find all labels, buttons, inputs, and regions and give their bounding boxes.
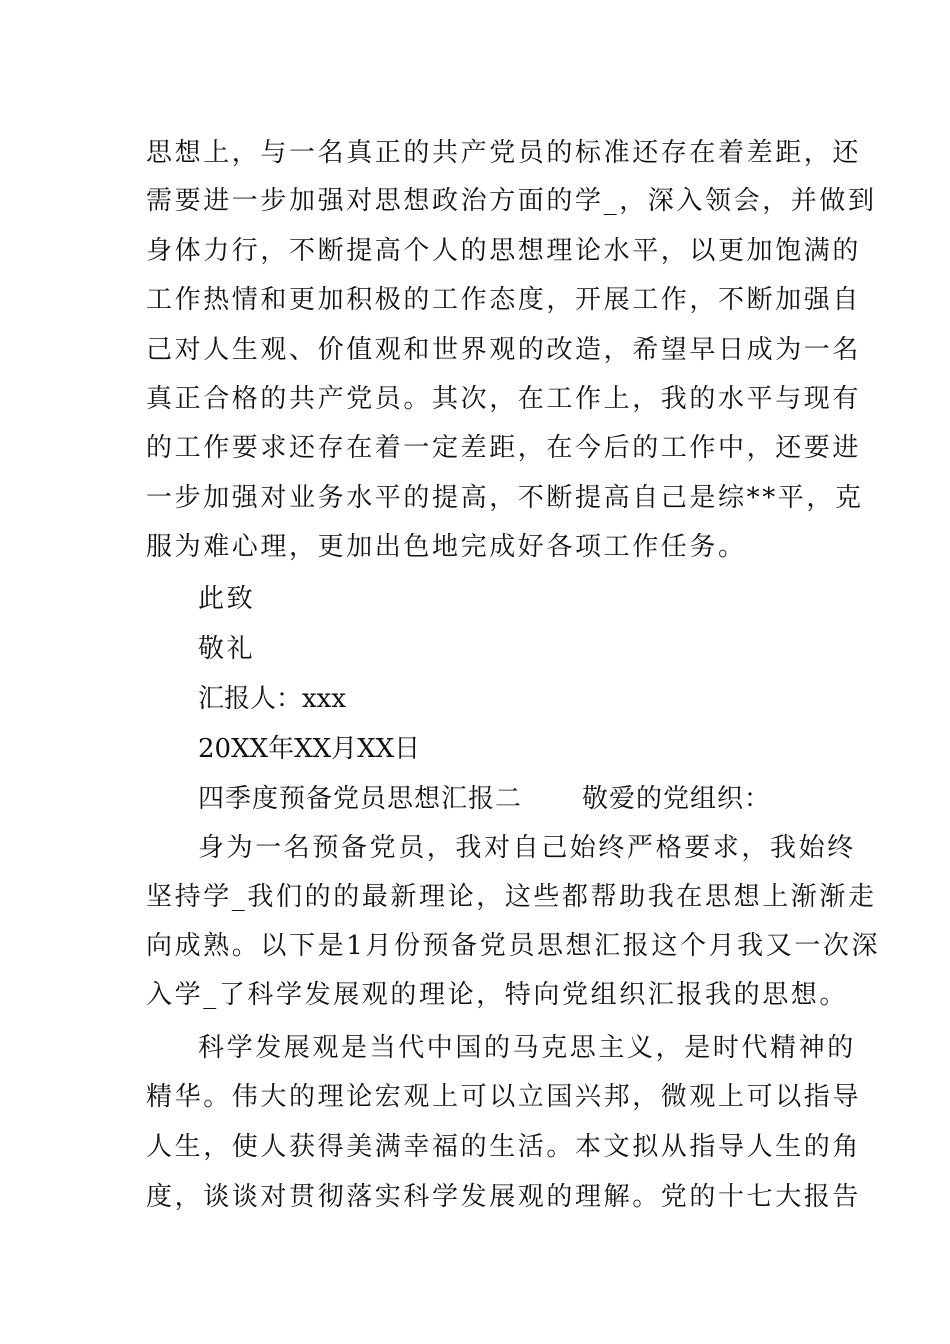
paragraph-line: 入学_了科学发展观的理论，特向党组织汇报我的思想。 (146, 980, 849, 1010)
salutation-jing-li: 敬礼 (198, 634, 256, 664)
paragraph-line: 科学发展观是当代中国的马克思主义，是时代精神的 (198, 1033, 856, 1063)
paragraph-line: 服为难心理，更加出色地完成好各项工作任务。 (146, 532, 747, 562)
paragraph-line: 身为一名预备党员，我对自己始终严格要求，我始终 (198, 833, 856, 863)
paragraph-line: 人生，使人获得美满幸福的生活。本文拟从指导人生的角 (146, 1132, 862, 1162)
salutation-ci-zhi: 此致 (198, 584, 256, 614)
section-title: 四季度预备党员思想汇报二 (198, 784, 523, 814)
paragraph-line: 工作热情和更加积极的工作态度，开展工作，不断加强自 (146, 285, 862, 315)
paragraph-line: 坚持学_我们的的最新理论，这些都帮助我在思想上渐渐走 (146, 882, 877, 912)
paragraph-line: 一步加强对业务水平的提高，不断提高自己是综**平，克 (146, 483, 864, 513)
paragraph-line: 需要进一步加强对思想政治方面的学_，深入领会，并做到 (146, 186, 877, 216)
section-greeting: 敬爱的党组织： (582, 784, 772, 814)
paragraph-line: 己对人生观、价值观和世界观的改造，希望早日成为一名 (146, 335, 862, 365)
paragraph-line: 向成熟。以下是1月份预备党员思想汇报这个月我又一次深 (146, 931, 881, 961)
paragraph-line: 思想上，与一名真正的共产党员的标准还存在着差距，还 (146, 138, 862, 168)
paragraph-line: 度，谈谈对贯彻落实科学发展观的理解。党的十七大报告 (146, 1182, 862, 1212)
paragraph-line: 真正合格的共产党员。其次，在工作上，我的水平与现有 (146, 384, 862, 414)
section-heading (198, 782, 858, 816)
paragraph-line: 身体力行，不断提高个人的思想理论水平，以更加饱满的 (146, 236, 862, 266)
report-date: 20XX年XX月XX日 (198, 734, 421, 764)
reporter-line: 汇报人：xxx (198, 684, 346, 714)
paragraph-line: 的工作要求还存在着一定差距，在今后的工作中，还要进 (146, 433, 862, 463)
paragraph-line: 精华。伟大的理论宏观上可以立国兴邦，微观上可以指导 (146, 1082, 862, 1112)
